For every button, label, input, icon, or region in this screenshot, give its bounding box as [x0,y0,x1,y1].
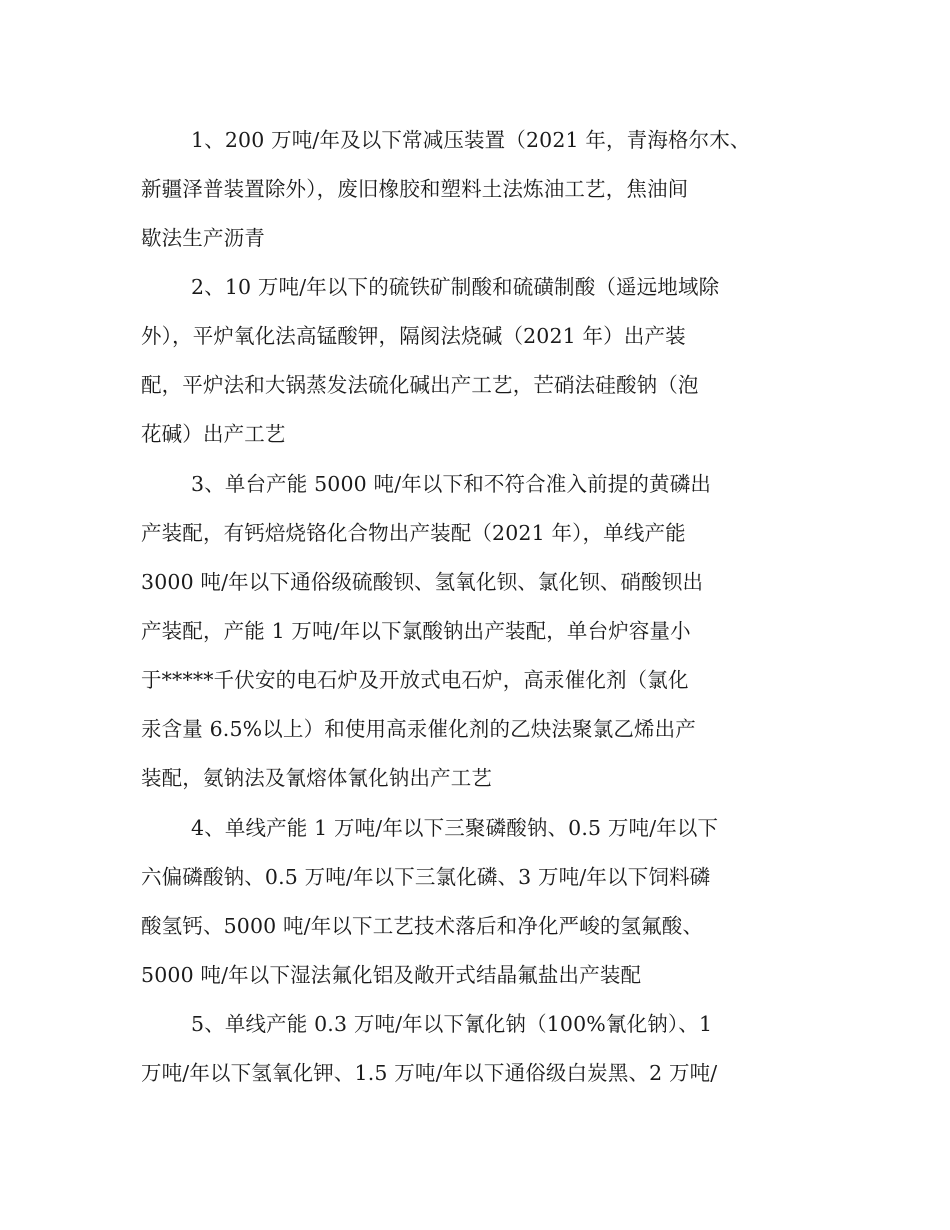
text-line: 六偏磷酸钠、0.5 万吨/年以下三氯化磷、3 万吨/年以下饲料磷 [141,865,711,889]
text-line: 4、单线产能 1 万吨/年以下三聚磷酸钠、0.5 万吨/年以下 [191,816,719,840]
text-line: 2、10 万吨/年以下的硫铁矿制酸和硫磺制酸（遥远地域除 [191,275,720,299]
text-line: 外），平炉氧化法高锰酸钾，隔阂法烧碱（2021 年）出产装 [141,324,686,348]
text-line: 新疆泽普装置除外），废旧橡胶和塑料土法炼油工艺，焦油间 [141,177,689,201]
text-line: 汞含量 6.5%以上）和使用高汞催化剂的乙炔法聚氯乙烯出产 [141,717,696,741]
text-line: 装配，氨钠法及氰熔体氰化钠出产工艺 [141,766,493,790]
text-line: 1、200 万吨/年及以下常减压装置（2021 年，青海格尔木、 [191,128,751,152]
text-line: 5000 吨/年以下湿法氟化铝及敞开式结晶氟盐出产装配 [141,963,642,987]
text-line: 于*****千伏安的电石炉及开放式电石炉，高汞催化剂（氯化 [141,668,689,692]
text-line: 产装配，产能 1 万吨/年以下氯酸钠出产装配，单台炉容量小 [141,619,691,643]
text-line: 万吨/年以下氢氧化钾、1.5 万吨/年以下通俗级白炭黑、2 万吨/ [141,1061,718,1085]
text-line: 酸氢钙、5000 吨/年以下工艺技术落后和净化严峻的氢氟酸、 [141,914,704,938]
text-line: 3、单台产能 5000 吨/年以下和不符合准入前提的黄磷出 [191,472,712,496]
text-line: 3000 吨/年以下通俗级硫酸钡、氢氧化钡、氯化钡、硝酸钡出 [141,570,704,594]
text-line: 5、单线产能 0.3 万吨/年以下氰化钠（100%氰化钠）、1 [191,1012,713,1036]
text-line: 歇法生产沥青 [141,226,265,250]
text-line: 花碱）出产工艺 [141,422,286,446]
text-line: 产装配，有钙焙烧铬化合物出产装配（2021 年），单线产能 [141,521,686,545]
text-line: 配，平炉法和大锅蒸发法硫化碱出产工艺，芒硝法硅酸钠（泡 [141,373,699,397]
